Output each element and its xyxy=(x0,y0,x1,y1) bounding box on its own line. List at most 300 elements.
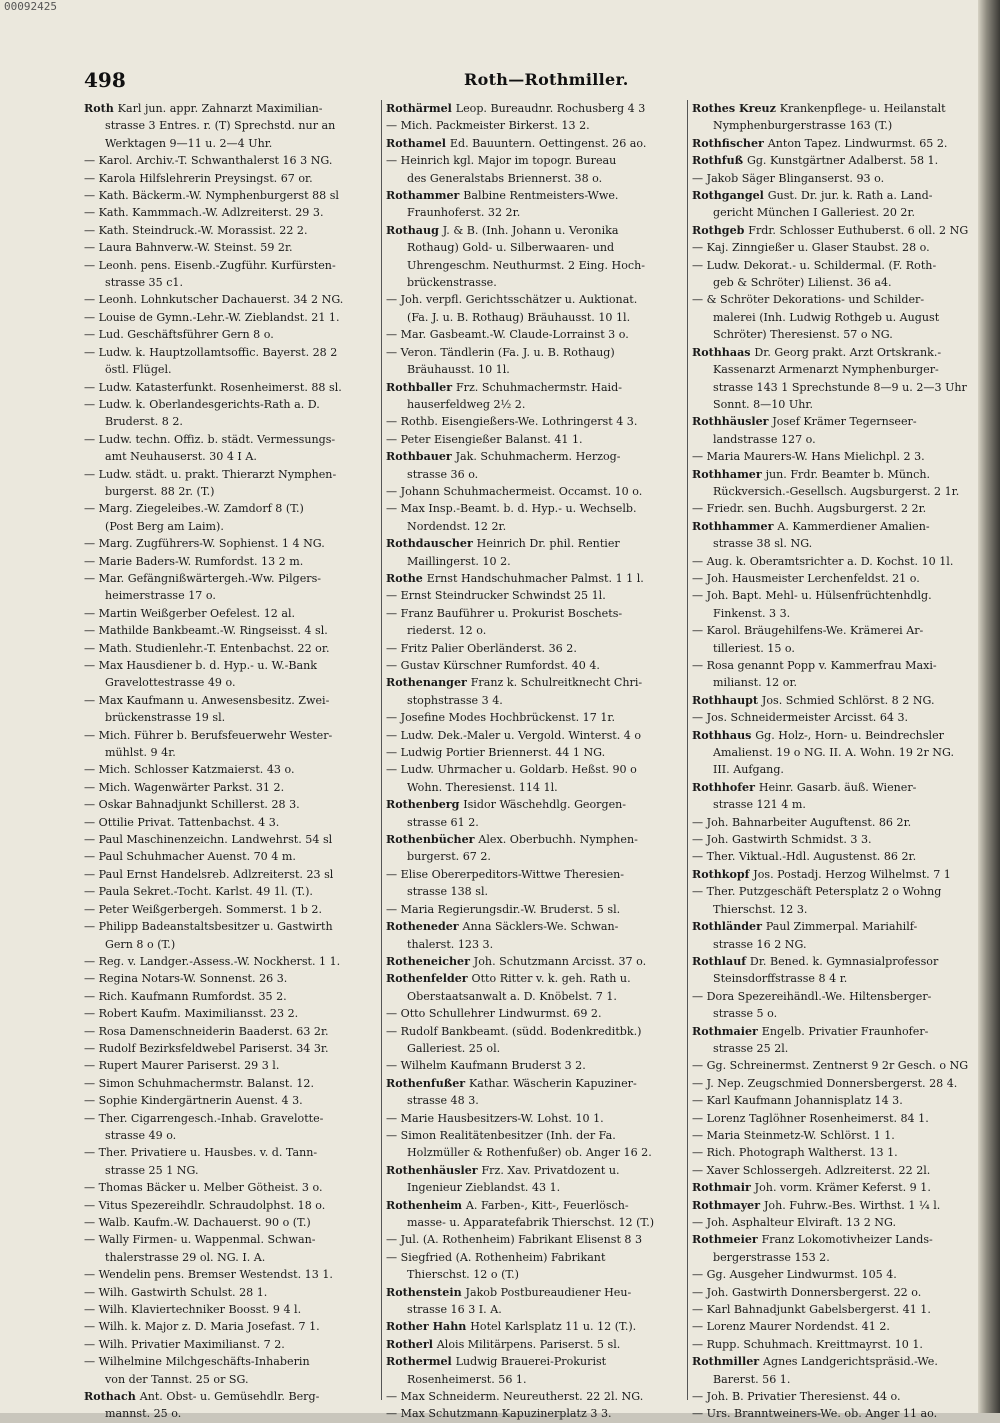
entry-text: Thierschst. 12 3. xyxy=(713,902,808,916)
entry-text: strasse 138 sl. xyxy=(407,885,489,899)
entry-continuation-line xyxy=(692,796,974,813)
directory-entry-line xyxy=(692,883,974,900)
entry-text: Josef Krämer Tegernseer- xyxy=(772,415,917,429)
directory-entry-line xyxy=(386,1075,682,1092)
directory-entry-line xyxy=(386,500,682,517)
directory-entry-line xyxy=(692,1214,974,1231)
directory-entry-line xyxy=(692,500,974,517)
entry-text: (Fa. J. u. B. Rothaug) Bräuhausst. 10 1l. xyxy=(407,310,631,324)
entry-continuation-line xyxy=(692,1249,974,1266)
entry-text: J. & B. (Inh. Johann u. Veronika xyxy=(442,223,619,237)
directory-entry-line xyxy=(386,727,682,744)
directory-entry-line xyxy=(386,535,682,552)
entry-text: tilleriest. 15 o. xyxy=(713,641,795,655)
entry-text: strasse 16 2 NG. xyxy=(713,937,807,951)
running-title: Roth—Rothmiller. xyxy=(464,70,629,89)
directory-entry-line xyxy=(386,1197,682,1214)
entry-text: Ant. Obst- u. Gemüsehdlr. Berg- xyxy=(139,1390,320,1404)
entry-text: Heinr. Gasarb. äuß. Wiener- xyxy=(758,780,917,794)
entry-text: — Joh. Bapt. Mehl- u. Hülsenfrüchtenhdlg. xyxy=(692,589,932,603)
directory-entry-line xyxy=(692,448,974,465)
entry-text: — Karol. Bräugehilfens-We. Krämerei Ar- xyxy=(692,624,924,638)
directory-entry-line xyxy=(84,814,376,831)
entry-text: Ed. Bauuntern. Oettingenst. 26 ao. xyxy=(449,136,647,150)
entry-continuation-line xyxy=(386,1144,682,1161)
entry-continuation-line xyxy=(84,518,376,535)
entry-text: — Kath. Kammmach.-W. Adlzreiterst. 29 3. xyxy=(84,206,324,220)
entry-text: Rosenheimerst. 56 1. xyxy=(407,1372,527,1386)
entry-text: masse- u. Apparatefabrik Thierschst. 12 (T.) xyxy=(407,1216,655,1229)
directory-entry-line xyxy=(692,1144,974,1161)
directory-entry-line xyxy=(84,1197,376,1214)
directory-entry-line xyxy=(386,379,682,396)
entry-text: Wohn. Theresienst. 114 1l. xyxy=(407,780,558,794)
directory-entry-line xyxy=(692,239,974,256)
entry-text: — Max Insp.-Beamt. b. d. Hyp.- u. Wechselb. xyxy=(386,502,637,516)
entry-text: Jak. Schuhmacherm. Herzog- xyxy=(455,450,621,464)
entry-surname: Rothe xyxy=(386,571,427,585)
scan-id: 00092425 xyxy=(4,0,57,13)
entry-text: — Ludw. Dek.-Maler u. Vergold. Winterst. 4 o xyxy=(386,728,642,742)
column-divider xyxy=(381,100,382,1400)
entry-text: — Ludw. k. Hauptzollamtsoffic. Bayerst. 28 2 xyxy=(84,345,338,359)
directory-entry-line xyxy=(692,953,974,970)
directory-entry-line xyxy=(692,135,974,152)
entry-text: Agnes Landgerichtspräsid.-We. xyxy=(762,1355,938,1369)
entry-text: — Rupert Maurer Pariserst. 29 3 l. xyxy=(84,1059,280,1073)
entry-continuation-line xyxy=(692,204,974,221)
entry-text: — Joh. Gastwirth Donnersbergerst. 22 o. xyxy=(692,1285,922,1299)
entry-surname: Rothach xyxy=(84,1390,140,1404)
entry-text: Thierschst. 12 o (T.) xyxy=(407,1268,520,1282)
column-1 xyxy=(84,100,376,1421)
directory-entry-line xyxy=(84,640,376,657)
entry-surname: Rothländer xyxy=(692,920,766,934)
entry-text: — Gg. Schreinermst. Zentnerst 9 2r Gesch. o NG xyxy=(692,1059,969,1073)
entry-continuation-line xyxy=(84,674,376,691)
directory-entry-line xyxy=(84,152,376,169)
entry-text: — Ther. Cigarrengesch.-Inhab. Gravelotte- xyxy=(84,1111,324,1125)
entry-surname: Rothenfußer xyxy=(386,1076,469,1090)
entry-surname: Rothmair xyxy=(692,1181,755,1195)
entry-continuation-line xyxy=(692,361,974,378)
entry-text: Ingenieur Zieblandst. 43 1. xyxy=(407,1181,561,1195)
entry-text: — Wilhelmine Milchgeschäfts-Inhaberin xyxy=(84,1355,310,1369)
entry-continuation-line xyxy=(386,814,682,831)
directory-entry-line xyxy=(692,553,974,570)
entry-text: — Wendelin pens. Bremser Westendst. 13 1. xyxy=(84,1268,333,1282)
entry-continuation-line xyxy=(386,170,682,187)
directory-entry-line xyxy=(84,1057,376,1074)
entry-text: strasse 3 Entres. r. (T) Sprechstd. nur an xyxy=(105,119,336,133)
directory-entry-line xyxy=(386,326,682,343)
entry-text: strasse 35 c1. xyxy=(105,276,183,290)
page-header xyxy=(84,68,974,96)
directory-entry-line xyxy=(386,448,682,465)
entry-continuation-line xyxy=(84,413,376,430)
entry-text: Oberstaatsanwalt a. D. Knöbelst. 7 1. xyxy=(407,989,617,1003)
entry-continuation-line xyxy=(386,1092,682,1109)
entry-text: Gg. Kunstgärtner Adalberst. 58 1. xyxy=(746,154,939,168)
directory-entry-line xyxy=(692,1127,974,1144)
entry-text: — Gg. Ausgeher Lindwurmst. 105 4. xyxy=(692,1268,897,1282)
entry-continuation-line xyxy=(386,692,682,709)
entry-continuation-line xyxy=(386,466,682,483)
entry-text: — Maria Regierungsdir.-W. Bruderst. 5 sl. xyxy=(386,902,621,916)
entry-text: strasse 25 1 NG. xyxy=(105,1163,199,1177)
entry-surname: Rothdauscher xyxy=(386,537,477,551)
entry-continuation-line xyxy=(386,396,682,413)
entry-text: — Rich. Kaufmann Rumfordst. 35 2. xyxy=(84,989,287,1003)
entry-continuation-line xyxy=(84,135,376,152)
directory-entry-line xyxy=(692,257,974,274)
entry-continuation-line xyxy=(84,274,376,291)
directory-entry-line xyxy=(692,779,974,796)
entry-text: — Marg. Zugführers-W. Sophienst. 1 4 NG. xyxy=(84,537,325,551)
entry-text: — Ludw. Uhrmacher u. Goldarb. Heßst. 90 o xyxy=(386,763,637,777)
entry-text: — Kath. Steindruck.-W. Morassist. 22 2. xyxy=(84,223,308,237)
entry-text: — Mathilde Bankbeamt.-W. Ringseisst. 4 sl. xyxy=(84,624,328,638)
entry-continuation-line xyxy=(386,553,682,570)
directory-entry-line xyxy=(84,779,376,796)
entry-text: burgerst. 67 2. xyxy=(407,850,491,864)
entry-text: Amalienst. 19 o NG. II. A. Wohn. 19 2r NG. xyxy=(713,746,955,760)
entry-text: — Mar. Gasbeamt.-W. Claude-Lorrainst 3 o. xyxy=(386,328,629,342)
entry-text: Ludwig Brauerei-Prokurist xyxy=(455,1355,607,1369)
directory-entry-line xyxy=(84,761,376,778)
entry-text: östl. Flügel. xyxy=(105,363,172,377)
directory-entry-line xyxy=(386,605,682,622)
entry-surname: Rothamel xyxy=(386,136,450,150)
directory-entry-line xyxy=(386,413,682,430)
directory-entry-line xyxy=(84,466,376,483)
entry-text: — Mar. Gefängnißwärtergeh.-Ww. Pilgers- xyxy=(84,571,322,585)
directory-entry-line xyxy=(692,291,974,308)
entry-text: — Mich. Führer b. Berufsfeuerwehr Wester- xyxy=(84,728,333,742)
entry-continuation-line xyxy=(692,761,974,778)
entry-text: — Thomas Bäcker u. Melber Götheist. 3 o. xyxy=(84,1181,323,1195)
entry-text: Frdr. Schlosser Euthuberst. 6 oll. 2 NG xyxy=(748,223,969,237)
entry-text: — Simon Realitätenbesitzer (Inh. der Fa. xyxy=(386,1128,616,1142)
entry-text: strasse 48 3. xyxy=(407,1094,479,1108)
entry-text: — Wilh. Gastwirth Schulst. 28 1. xyxy=(84,1285,268,1299)
entry-continuation-line xyxy=(84,117,376,134)
entry-text: — Mich. Wagenwärter Parkst. 31 2. xyxy=(84,780,285,794)
entry-text: des Generalstabs Briennerst. 38 o. xyxy=(407,171,603,185)
entry-text: Leop. Bureaudnr. Rochusberg 4 3 xyxy=(455,102,646,115)
directory-entry-line xyxy=(84,500,376,517)
entry-text: Joh. Schutzmann Arcisst. 37 o. xyxy=(473,954,647,968)
directory-entry-line xyxy=(84,1214,376,1231)
entry-text: strasse 38 sl. NG. xyxy=(713,537,813,551)
entry-text: — Peter Eisengießer Balanst. 41 1. xyxy=(386,432,583,446)
entry-text: strasse 61 2. xyxy=(407,815,479,829)
directory-entry-line xyxy=(386,587,682,604)
entry-text: — Joh. Bahnarbeiter Auguftenst. 86 2r. xyxy=(692,815,912,829)
directory-entry-line xyxy=(692,152,974,169)
directory-entry-line xyxy=(84,170,376,187)
entry-continuation-line xyxy=(84,1249,376,1266)
entry-text: Steinsdorffstrasse 8 4 r. xyxy=(713,972,848,986)
entry-text: strasse 25 2l. xyxy=(713,1041,789,1055)
entry-continuation-line xyxy=(386,309,682,326)
entry-continuation-line xyxy=(386,239,682,256)
directory-entry-line xyxy=(84,1075,376,1092)
entry-text: — J. Nep. Zeugschmied Donnersbergerst. 28 4. xyxy=(692,1076,958,1090)
entry-text: — Franz Bauführer u. Prokurist Boschets- xyxy=(386,606,623,620)
entry-text: Joh. Fuhrw.-Bes. Wirthst. 1 ¼ l. xyxy=(763,1198,941,1212)
entry-text: Alois Militärpens. Pariserst. 5 sl. xyxy=(436,1337,621,1351)
entry-surname: Rotherl xyxy=(386,1337,437,1351)
entry-text: Heinrich Dr. phil. Rentier xyxy=(476,537,620,551)
entry-text: — Mich. Schlosser Katzmaierst. 43 o. xyxy=(84,763,295,777)
entry-surname: Rothhofer xyxy=(692,780,759,794)
entry-text: — Marie Baders-W. Rumfordst. 13 2 m. xyxy=(84,554,304,568)
page-binding-edge xyxy=(978,0,1000,1413)
directory-entry-line xyxy=(84,1144,376,1161)
entry-text: — Ludwig Portier Briennerst. 44 1 NG. xyxy=(386,746,606,760)
entry-continuation-line xyxy=(84,1127,376,1144)
directory-entry-line xyxy=(692,1110,974,1127)
entry-text: — Philipp Badeanstaltsbesitzer u. Gastwirth xyxy=(84,920,333,934)
directory-entry-line xyxy=(386,431,682,448)
directory-entry-line xyxy=(692,831,974,848)
directory-entry-line xyxy=(692,1301,974,1318)
directory-entry-line xyxy=(84,692,376,709)
entry-text: strasse 143 1 Sprechstunde 8—9 u. 2—3 Uhr xyxy=(713,380,967,394)
entry-text: — & Schröter Dekorations- und Schilder- xyxy=(692,293,925,307)
directory-entry-line xyxy=(386,135,682,152)
entry-continuation-line xyxy=(84,1162,376,1179)
entry-text: A. Farben-, Kitt-, Feuerlösch- xyxy=(465,1198,629,1212)
entry-text: Gg. Holz-, Horn- u. Beindrechsler xyxy=(755,728,944,742)
entry-text: Fraunhoferst. 32 2r. xyxy=(407,206,521,220)
directory-entry-line xyxy=(692,344,974,361)
directory-entry-line xyxy=(386,970,682,987)
directory-entry-line xyxy=(386,570,682,587)
directory-entry-line xyxy=(386,222,682,239)
directory-entry-line xyxy=(386,1353,682,1370)
entry-continuation-line xyxy=(386,883,682,900)
entry-continuation-line xyxy=(84,1405,376,1422)
entry-text: — Reg. v. Landger.-Assess.-W. Nockherst. 1 1. xyxy=(84,954,341,968)
directory-entry-line xyxy=(84,309,376,326)
entry-text: — Rosa Damenschneiderin Baaderst. 63 2r. xyxy=(84,1024,329,1038)
entry-text: Dr. Bened. k. Gymnasialprofessor xyxy=(749,954,939,968)
entry-surname: Rothermel xyxy=(386,1355,456,1369)
entry-text: — Rudolf Bankbeamt. (südd. Bodenkreditbk.) xyxy=(386,1024,642,1038)
entry-text: III. Aufgang. xyxy=(713,763,784,777)
directory-entry-line xyxy=(692,1266,974,1283)
directory-entry-line xyxy=(84,570,376,587)
directory-entry-line xyxy=(692,1092,974,1109)
entry-text: heimerstrasse 17 o. xyxy=(105,589,216,603)
directory-entry-line xyxy=(84,657,376,674)
entry-text: — Ther. Viktual.-Hdl. Augustenst. 86 2r. xyxy=(692,850,917,864)
directory-entry-line xyxy=(386,640,682,657)
entry-surname: Roth xyxy=(84,102,118,115)
entry-text: mühlst. 9 4r. xyxy=(105,746,176,760)
entry-text: — Karola Hilfslehrerin Preysingst. 67 or. xyxy=(84,171,313,185)
entry-text: riederst. 12 o. xyxy=(407,624,487,638)
directory-entry-line xyxy=(692,100,974,117)
entry-text: — Ludw. techn. Offiz. b. städt. Vermessungs- xyxy=(84,432,336,446)
directory-entry-line xyxy=(692,657,974,674)
entry-continuation-line xyxy=(692,117,974,134)
entry-text: Rothaug) Gold- u. Silberwaaren- und xyxy=(407,241,615,255)
directory-entry-line xyxy=(84,222,376,239)
entry-text: — Vitus Spezereihdlr. Schraudolphst. 18 o. xyxy=(84,1198,326,1212)
entry-text: — Simon Schuhmachermstr. Balanst. 12. xyxy=(84,1076,314,1090)
directory-entry-line xyxy=(386,1284,682,1301)
directory-entry-line xyxy=(84,1040,376,1057)
entry-text: Galleriest. 25 ol. xyxy=(407,1041,501,1055)
directory-entry-line xyxy=(84,988,376,1005)
directory-entry-line xyxy=(386,1249,682,1266)
entry-text: Otto Ritter v. k. geh. Rath u. xyxy=(471,972,631,986)
entry-text: Anton Tapez. Lindwurmst. 65 2. xyxy=(767,136,948,150)
entry-continuation-line xyxy=(386,779,682,796)
directory-entry-line xyxy=(692,866,974,883)
entry-text: — Rosa genannt Popp v. Kammerfrau Maxi- xyxy=(692,659,937,672)
entry-continuation-line xyxy=(386,1179,682,1196)
entry-continuation-line xyxy=(386,936,682,953)
directory-entry-line xyxy=(84,257,376,274)
entry-text: gericht München I Galleriest. 20 2r. xyxy=(713,206,916,220)
entry-text: stophstrasse 3 4. xyxy=(407,693,503,707)
directory-entry-line xyxy=(84,344,376,361)
entry-continuation-line xyxy=(692,936,974,953)
entry-text: Kathar. Wäscherin Kapuziner- xyxy=(468,1076,637,1090)
entry-text: milianst. 12 or. xyxy=(713,676,798,690)
column-divider xyxy=(687,100,688,1400)
directory-entry-line xyxy=(84,204,376,221)
entry-text: — Mich. Packmeister Birkerst. 13 2. xyxy=(386,119,590,133)
directory-entry-line xyxy=(692,1075,974,1092)
entry-surname: Rotheneder xyxy=(386,920,463,934)
directory-entry-line xyxy=(386,187,682,204)
directory-entry-line xyxy=(692,466,974,483)
entry-continuation-line xyxy=(692,396,974,413)
entry-text: — Josefine Modes Hochbrückenst. 17 1r. xyxy=(386,711,615,725)
directory-entry-line xyxy=(692,1405,974,1422)
entry-continuation-line xyxy=(386,274,682,291)
entry-text: — Dora Spezereihändl.-We. Hiltensberger- xyxy=(692,989,932,1003)
directory-entry-line xyxy=(84,291,376,308)
entry-text: — Ludw. k. Oberlandesgerichts-Rath a. D. xyxy=(84,397,320,411)
entry-text: Paul Zimmerpal. Mariahilf- xyxy=(765,920,918,934)
entry-text: — Aug. k. Oberamtsrichter a. D. Kochst. 10 1l. xyxy=(692,554,954,568)
entry-surname: Rothenfelder xyxy=(386,972,472,986)
entry-continuation-line xyxy=(386,361,682,378)
entry-surname: Rothammer xyxy=(386,189,464,203)
entry-text: — Wilhelm Kaufmann Bruderst 3 2. xyxy=(386,1059,586,1073)
entry-text: thalerst. 123 3. xyxy=(407,937,494,951)
entry-continuation-line xyxy=(692,674,974,691)
directory-entry-line xyxy=(84,796,376,813)
directory-entry-line xyxy=(84,1336,376,1353)
entry-text: Bruderst. 8 2. xyxy=(105,415,183,429)
directory-entry-line xyxy=(386,1405,682,1422)
entry-text: — Math. Studienlehr.-T. Entenbachst. 22 or. xyxy=(84,641,330,655)
entry-continuation-line xyxy=(84,936,376,953)
entry-text: — Ther. Putzgeschäft Petersplatz 2 o Wohng xyxy=(692,885,942,899)
entry-text: landstrasse 127 o. xyxy=(713,432,816,446)
entry-text: burgerst. 88 2r. (T.) xyxy=(105,484,215,498)
entry-text: — Heinrich kgl. Major im topogr. Bureau xyxy=(386,154,617,168)
entry-text: — Veron. Tändlerin (Fa. J. u. B. Rothaug) xyxy=(386,345,615,359)
directory-entry-line xyxy=(692,1353,974,1370)
directory-entry-line xyxy=(386,1127,682,1144)
entry-continuation-line xyxy=(386,1371,682,1388)
entry-surname: Rothfuß xyxy=(692,154,747,168)
entry-text: — Marie Hausbesitzers-W. Lohst. 10 1. xyxy=(386,1111,604,1125)
directory-entry-line xyxy=(84,1388,376,1405)
entry-continuation-line xyxy=(386,204,682,221)
entry-text: Karl jun. appr. Zahnarzt Maximilian- xyxy=(117,102,323,115)
entry-text: — Wally Firmen- u. Wappenmal. Schwan- xyxy=(84,1233,316,1247)
directory-entry-line xyxy=(692,1318,974,1335)
entry-text: Nymphenburgerstrasse 163 (T.) xyxy=(713,119,893,133)
entry-continuation-line xyxy=(692,640,974,657)
entry-continuation-line xyxy=(84,483,376,500)
entry-text: — Siegfried (A. Rothenheim) Fabrikant xyxy=(386,1250,606,1264)
entry-surname: Rothhaupt xyxy=(692,693,762,707)
directory-entry-line xyxy=(84,1110,376,1127)
entry-text: (Post Berg am Laim). xyxy=(105,519,224,533)
directory-entry-line xyxy=(84,1231,376,1248)
entry-surname: Rothbauer xyxy=(386,450,456,464)
entry-text: Nordendst. 12 2r. xyxy=(407,519,507,533)
entry-text: strasse 121 4 m. xyxy=(713,798,806,812)
entry-text: Jos. Postadj. Herzog Wilhelmst. 7 1 xyxy=(753,867,951,881)
entry-text: — Joh. Gastwirth Schmidst. 3 3. xyxy=(692,833,872,847)
directory-entry-line xyxy=(84,866,376,883)
entry-text: Gern 8 o (T.) xyxy=(105,937,176,951)
entry-text: — Ludw. Dekorat.- u. Schildermal. (F. Roth- xyxy=(692,258,937,272)
entry-text: strasse 5 o. xyxy=(713,1007,778,1021)
entry-continuation-line xyxy=(386,1214,682,1231)
entry-text: Krankenpflege- u. Heilanstalt xyxy=(779,102,946,115)
entry-text: — Sophie Kindergärtnerin Auenst. 4 3. xyxy=(84,1094,303,1108)
entry-text: — Ludw. Katasterfunkt. Rosenheimerst. 88 sl. xyxy=(84,380,342,394)
entry-continuation-line xyxy=(84,1371,376,1388)
directory-entry-line xyxy=(84,187,376,204)
directory-entry-line xyxy=(692,570,974,587)
entry-continuation-line xyxy=(692,970,974,987)
entry-continuation-line xyxy=(692,744,974,761)
directory-entry-line xyxy=(386,674,682,691)
directory-entry-line xyxy=(386,901,682,918)
entry-text: — Maria Maurers-W. Hans Mielichpl. 2 3. xyxy=(692,450,925,464)
entry-text: — Gustav Kürschner Rumfordst. 40 4. xyxy=(386,659,600,672)
directory-entry-line xyxy=(692,587,974,604)
entry-text: — Karol. Archiv.-T. Schwanthalerst 16 3 NG. xyxy=(84,154,333,168)
entry-continuation-line xyxy=(84,587,376,604)
entry-text: brückenstrasse. xyxy=(407,276,497,290)
entry-text: strasse 16 3 I. A. xyxy=(407,1303,502,1317)
entry-text: — Paul Schuhmacher Auenst. 70 4 m. xyxy=(84,850,296,864)
entry-text: — Paul Maschinenzeichn. Landwehrst. 54 sl xyxy=(84,833,333,847)
entry-continuation-line xyxy=(386,622,682,639)
directory-entry-line xyxy=(692,518,974,535)
entry-text: Bräuhausst. 10 1l. xyxy=(407,363,510,377)
directory-entry-line xyxy=(692,1179,974,1196)
entry-continuation-line xyxy=(692,431,974,448)
directory-entry-line xyxy=(84,605,376,622)
entry-text: — Regina Notars-W. Sonnenst. 26 3. xyxy=(84,972,288,986)
column-2 xyxy=(386,100,682,1421)
